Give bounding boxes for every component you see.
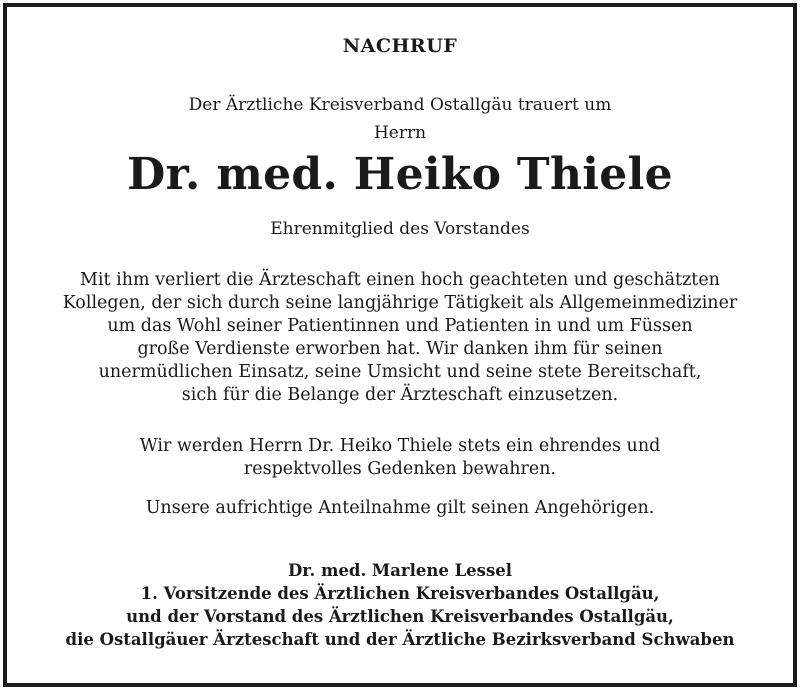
signature-line: und der Vorstand des Ärztlichen Kreisverbandes Ostallgäu,: [126, 607, 674, 626]
tribute-line: große Verdienste erworben hat. Wir danken ihm für seinen: [137, 339, 663, 359]
tribute-line: Mit ihm verliert die Ärzteschaft einen hoch geachteten und geschätzten: [80, 270, 720, 290]
obituary-notice: [3, 3, 797, 687]
salutation: Herrn: [373, 123, 427, 143]
remembrance-paragraph: [7, 435, 793, 481]
tribute-line: unermüdlichen Einsatz, seine Umsicht und seine stete Bereitschaft,: [98, 362, 702, 382]
tribute-line: sich für die Belange der Ärzteschaft einzusetzen.: [181, 385, 619, 405]
tribute-line: um das Wohl seiner Patientinnen und Patienten in und um Füssen: [107, 316, 693, 336]
remembrance-line: respektvolles Gedenken bewahren.: [243, 459, 557, 479]
intro-block: [7, 91, 793, 147]
deceased-role: Ehrenmitglied des Vorstandes: [270, 219, 530, 239]
deceased-name: Dr. med. Heiko Thiele: [127, 149, 673, 200]
signature-line: die Ostallgäuer Ärzteschaft und der Ärztliche Bezirksverband Schwaben: [65, 630, 735, 649]
remembrance-line: Wir werden Herrn Dr. Heiko Thiele stets ein ehrendes und: [139, 436, 661, 456]
condolence-line: Unsere aufrichtige Anteilnahme gilt seinen Angehörigen.: [145, 498, 655, 518]
signature-line: Dr. med. Marlene Lessel: [287, 561, 513, 580]
condolence-paragraph: [7, 497, 793, 520]
tribute-line: Kollegen, der sich durch seine langjährige Tätigkeit als Allgemeinmediziner: [62, 293, 738, 313]
signature-line: 1. Vorsitzende des Ärztlichen Kreisverbandes Ostallgäu,: [140, 584, 660, 603]
intro-line: Der Ärztliche Kreisverband Ostallgäu trauert um: [188, 95, 612, 115]
notice-heading: NACHRUF: [342, 35, 458, 57]
tribute-paragraph: [7, 269, 793, 407]
signature-block: [7, 559, 793, 651]
